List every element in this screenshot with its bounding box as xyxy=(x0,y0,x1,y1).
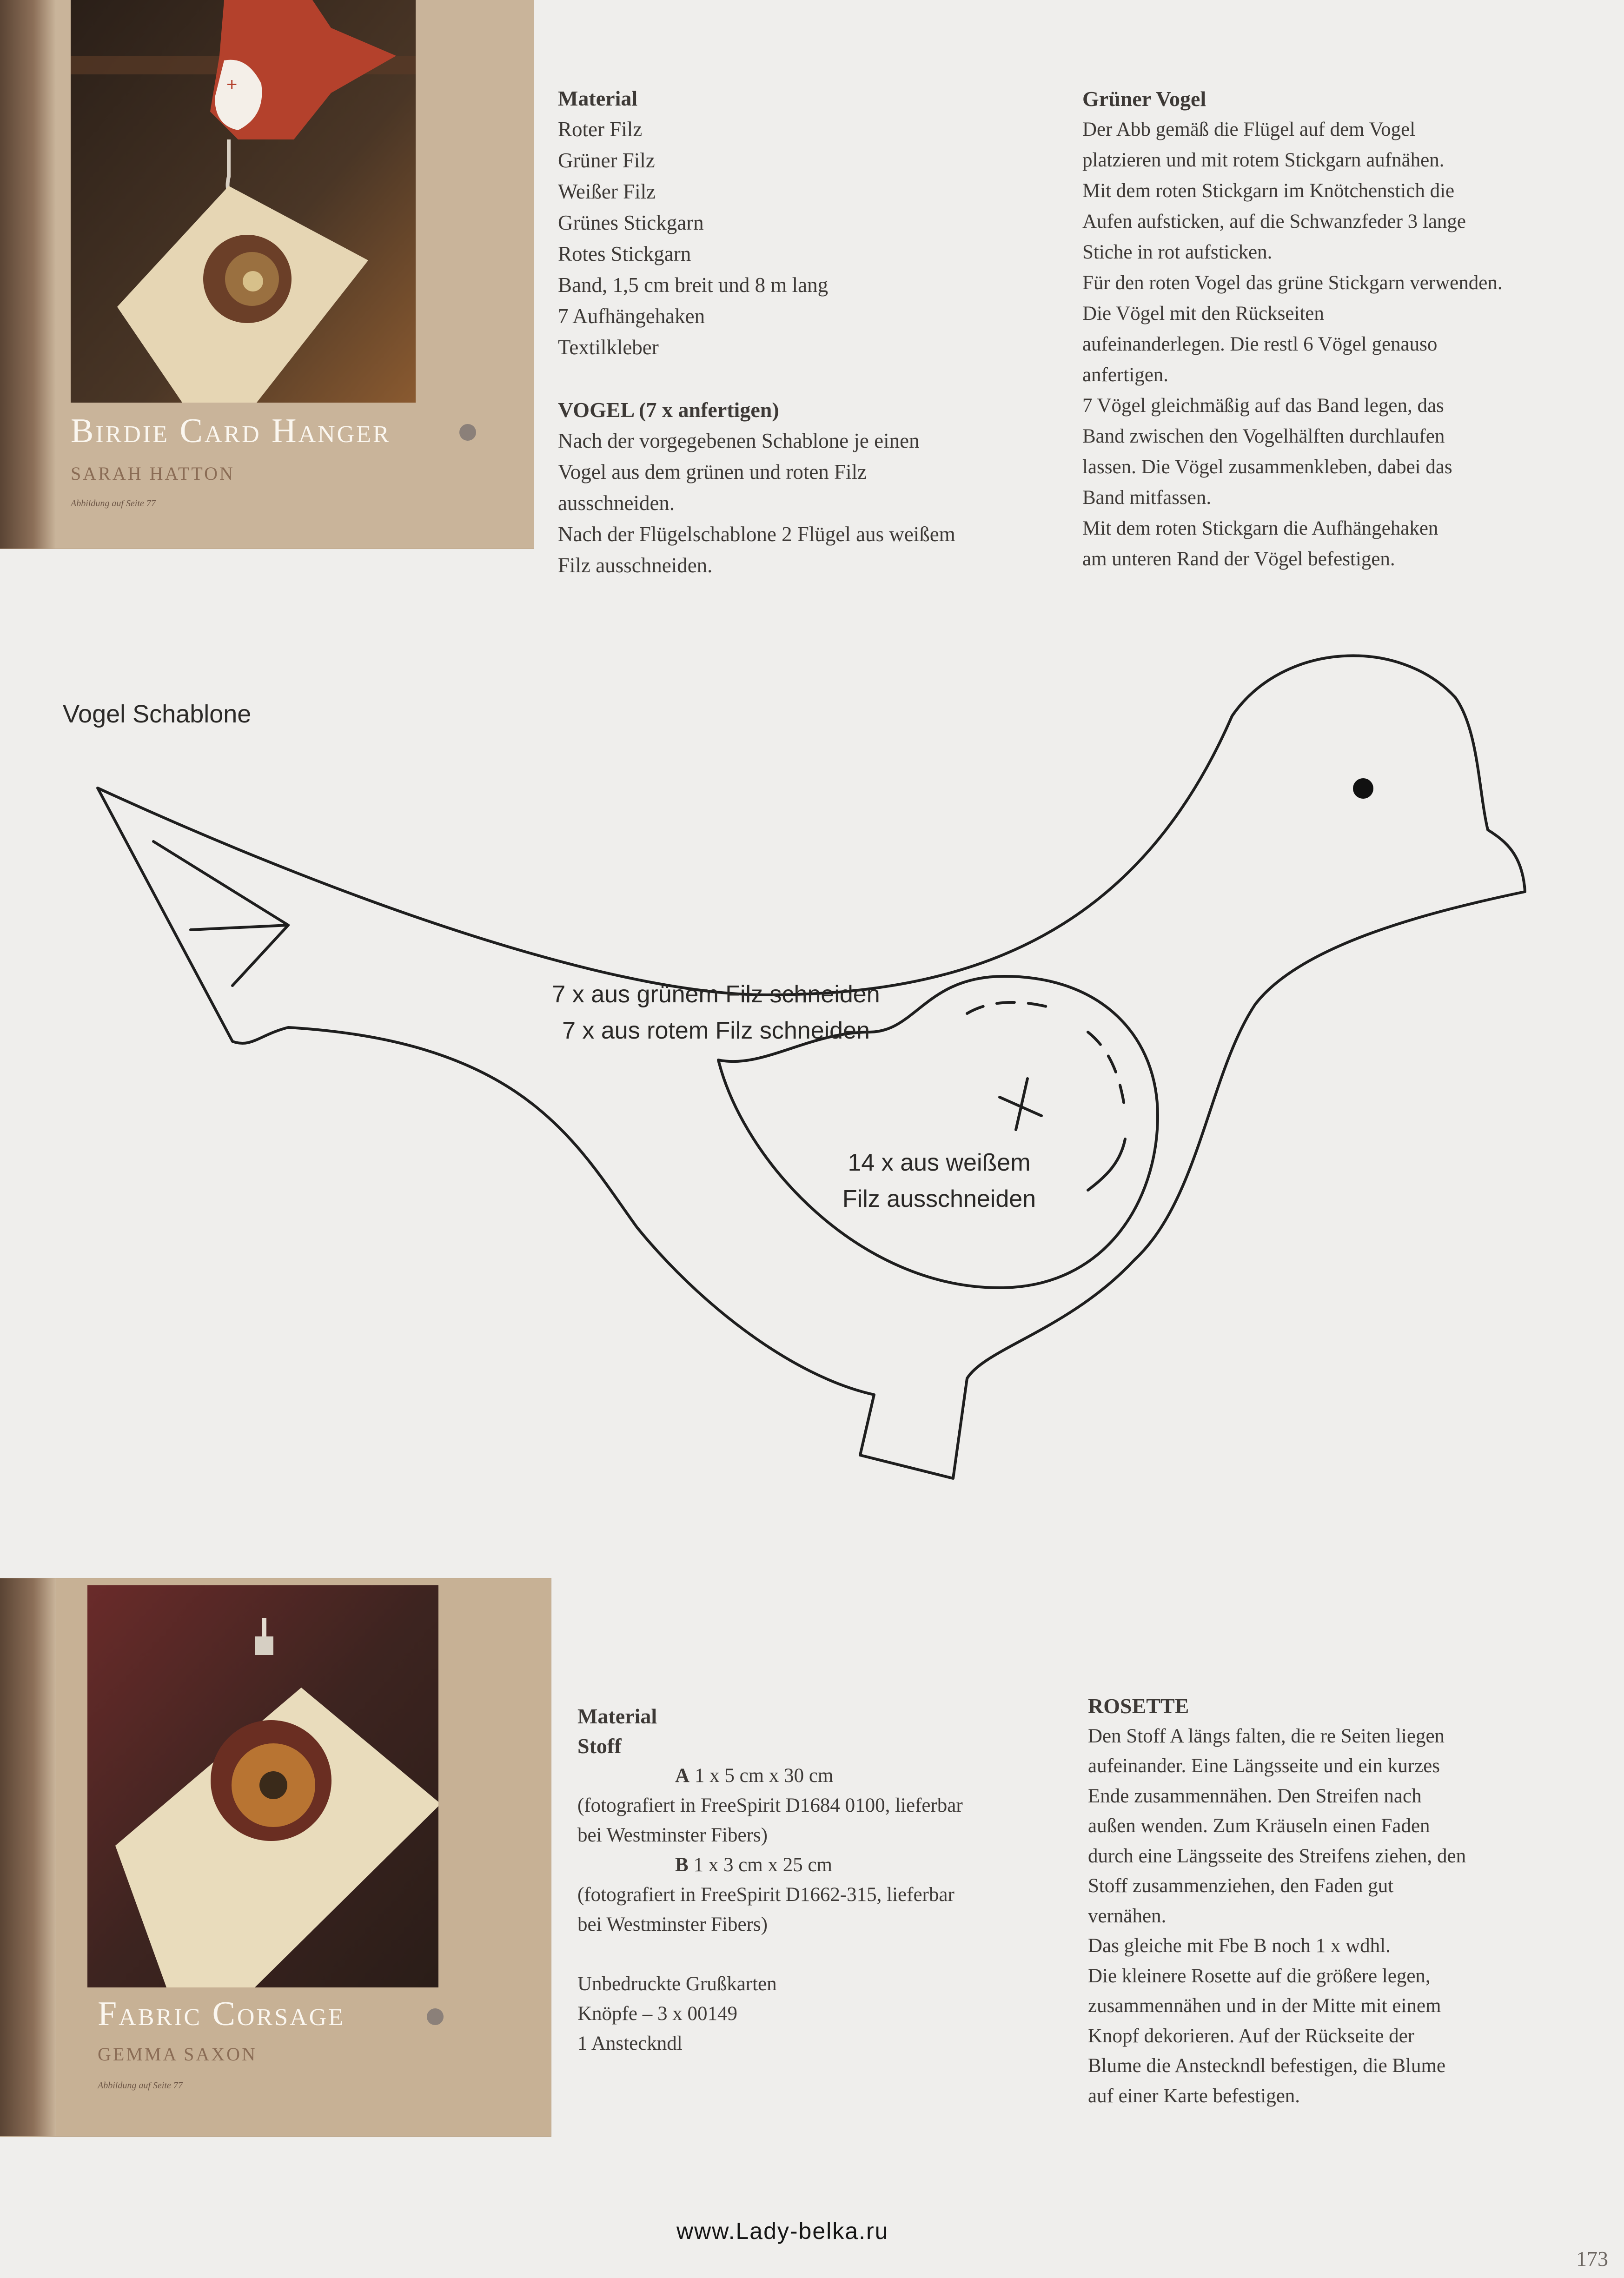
fabric-a-row xyxy=(577,1761,1075,1791)
fabric-note: bei Westminster Fibers) xyxy=(577,1914,768,1935)
instruction-line: Mit dem roten Stickgarn die Aufhängehaken xyxy=(1082,517,1438,539)
card-shadow-edge xyxy=(0,1578,56,2136)
card-page-ref: Abbildung auf Seite 77 xyxy=(98,2080,183,2091)
fabric-note: (fotografiert in FreeSpirit D1684 0100, lieferbar xyxy=(577,1795,963,1816)
instruction-line: Der Abb gemäß die Flügel auf dem Vogel xyxy=(1082,119,1416,140)
corsage-photo xyxy=(87,1585,438,1987)
gruener-vogel-column xyxy=(1082,84,1603,575)
wing-line-1: 14 x aus weißem xyxy=(848,1149,1031,1176)
stoff-material-column xyxy=(577,1702,1075,2059)
rosette-heading: ROSETTE xyxy=(1088,1694,1189,1718)
fabric-b-label: B xyxy=(675,1854,689,1876)
instruction-line: Die kleinere Rosette auf die größere legen, xyxy=(1088,1965,1431,1987)
instruction-line: aufeinanderlegen. Die restl 6 Vögel genauso xyxy=(1082,333,1438,355)
instruction-line: am unteren Rand der Vögel befestigen. xyxy=(1082,548,1395,570)
material-item: 7 Aufhängehaken xyxy=(558,305,705,328)
instruction-line: Blume die Ansteckndl befestigen, die Blume xyxy=(1088,2055,1446,2077)
instruction-line: auf einer Karte befestigen. xyxy=(1088,2085,1300,2107)
extra-item: Knöpfe – 3 x 00149 xyxy=(577,2003,737,2025)
vogel-heading: VOGEL (7 x anfertigen) xyxy=(558,398,779,422)
project-card-birdie xyxy=(0,0,534,549)
instruction-line: Ende zusammennähen. Den Streifen nach xyxy=(1088,1785,1422,1807)
stoff-heading: Stoff xyxy=(577,1734,622,1758)
bullet-dot xyxy=(427,2008,444,2025)
instruction-line: Nach der Flügelschablone 2 Flügel aus weißem xyxy=(558,523,955,546)
card-author: SARAH HATTON xyxy=(71,463,235,484)
card-page-ref: Abbildung auf Seite 77 xyxy=(71,498,156,509)
template-label: Vogel Schablone xyxy=(63,700,252,728)
instruction-line: Die Vögel mit den Rückseiten xyxy=(1082,303,1324,324)
bird-template-outline xyxy=(0,651,1624,1511)
fabric-note: (fotografiert in FreeSpirit D1662-315, lieferbar xyxy=(577,1884,955,1906)
material-item: Rotes Stickgarn xyxy=(558,242,691,265)
birdie-photo xyxy=(71,0,416,403)
instruction-line: Vogel aus dem grünen und roten Filz xyxy=(558,460,867,483)
materials-heading: Material xyxy=(577,1704,657,1728)
material-item: Grünes Stickgarn xyxy=(558,211,704,234)
instruction-line: anfertigen. xyxy=(1082,364,1169,386)
extra-item: Unbedruckte Grußkarten xyxy=(577,1973,777,1995)
page-number: 173 xyxy=(1576,2247,1608,2271)
material-item: Roter Filz xyxy=(558,118,643,141)
bird-eye xyxy=(1353,778,1373,799)
instruction-line: Den Stoff A längs falten, die re Seiten liegen xyxy=(1088,1725,1445,1747)
card-title: Birdie Card Hanger xyxy=(71,412,391,450)
bullet-dot xyxy=(459,424,476,441)
project-card-corsage xyxy=(0,1578,551,2136)
rosette-column xyxy=(1088,1691,1609,2111)
instruction-line: Aufen aufsticken, auf die Schwanzfeder 3 lange xyxy=(1082,211,1466,232)
cut-line-green: 7 x aus grünem Filz schneiden xyxy=(552,981,880,1008)
instruction-line: Filz ausschneiden. xyxy=(558,554,713,577)
instruction-line: vernähen. xyxy=(1088,1905,1167,1927)
birdie-photo-art xyxy=(71,0,416,403)
material-item: Textilkleber xyxy=(558,336,659,359)
materials-heading: Material xyxy=(558,86,638,110)
fabric-b-size: 1 x 3 cm x 25 cm xyxy=(693,1854,833,1876)
instruction-line: aufeinander. Eine Längsseite und ein kurzes xyxy=(1088,1755,1440,1777)
material-item: Weißer Filz xyxy=(558,180,656,203)
instruction-line: Stoff zusammenziehen, den Faden gut xyxy=(1088,1875,1394,1897)
cut-instruction-body xyxy=(521,976,911,1049)
svg-text:+: + xyxy=(226,74,238,95)
fabric-a-size: 1 x 5 cm x 30 cm xyxy=(694,1765,834,1787)
extra-item: 1 Ansteckndl xyxy=(577,2033,683,2054)
instruction-line: außen wenden. Zum Kräuseln einen Faden xyxy=(1088,1815,1430,1837)
instruction-line: Stiche in rot aufsticken. xyxy=(1082,241,1273,263)
material-item: Band, 1,5 cm breit und 8 m lang xyxy=(558,273,829,297)
instruction-line: lassen. Die Vögel zusammenkleben, dabei das xyxy=(1082,456,1452,478)
instruction-line: zusammennähen und in der Mitte mit einem xyxy=(1088,1995,1441,2017)
fabric-b-row xyxy=(577,1850,1075,1880)
site-watermark-url: www.Lady-belka.ru xyxy=(676,2218,889,2244)
cut-line-red: 7 x aus rotem Filz schneiden xyxy=(562,1017,870,1044)
instruction-line: Mit dem roten Stickgarn im Knötchenstich die xyxy=(1082,180,1455,202)
instruction-line: Das gleiche mit Fbe B noch 1 x wdhl. xyxy=(1088,1935,1391,1957)
cut-instruction-wing xyxy=(809,1145,1069,1217)
instruction-line: Knopf dekorieren. Auf der Rückseite der xyxy=(1088,2025,1415,2047)
instruction-line: Band zwischen den Vogelhälften durchlaufen xyxy=(1082,425,1445,447)
fabric-a-label: A xyxy=(675,1765,690,1787)
wing-line-2: Filz ausschneiden xyxy=(842,1185,1036,1212)
instruction-line: durch eine Längsseite des Streifens ziehen, den xyxy=(1088,1845,1466,1867)
gruener-vogel-heading: Grüner Vogel xyxy=(1082,87,1206,111)
instruction-line: Für den roten Vogel das grüne Stickgarn verwenden. xyxy=(1082,272,1503,294)
fabric-note: bei Westminster Fibers) xyxy=(577,1824,768,1846)
instruction-line: Nach der vorgegebenen Schablone je einen xyxy=(558,429,920,452)
card-title: Fabric Corsage xyxy=(98,1995,345,2033)
materials-column xyxy=(558,83,1060,581)
card-shadow-edge xyxy=(0,0,56,549)
material-item: Grüner Filz xyxy=(558,149,655,172)
corsage-photo-art xyxy=(87,1585,438,1987)
instruction-line: Band mitfassen. xyxy=(1082,487,1212,509)
instruction-line: 7 Vögel gleichmäßig auf das Band legen, das xyxy=(1082,395,1444,417)
card-author: GEMMA SAXON xyxy=(98,2044,257,2065)
instruction-line: platzieren und mit rotem Stickgarn aufnähen. xyxy=(1082,149,1445,171)
instruction-line: ausschneiden. xyxy=(558,491,675,515)
